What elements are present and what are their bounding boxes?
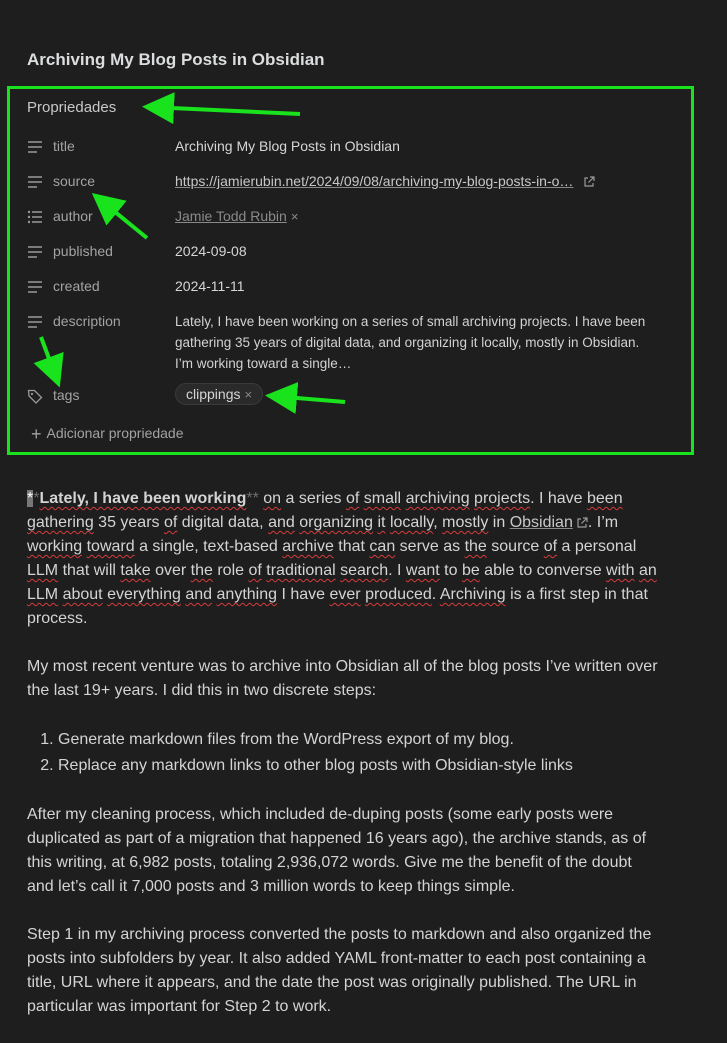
tag-label: clippings [186,386,241,402]
note-body[interactable] [27,487,662,1043]
tag-icon [27,388,45,404]
text-lines-icon [27,139,45,155]
remove-icon[interactable]: × [290,209,299,224]
property-key: published [53,243,113,259]
add-property-label: Adicionar propriedade [46,425,184,441]
source-link[interactable]: https://jamierubin.net/2024/09/08/archiving-my-blog-posts-in-o… [175,173,574,189]
text-lines-icon [27,174,45,190]
text-lines-icon [27,314,45,330]
list-item: 1. Generate markdown files from the WordPress export of my blog. [58,727,662,753]
property-key: title [53,138,75,154]
text-lines-icon [27,244,45,260]
text-lines-icon [27,279,45,295]
author-link[interactable]: Jamie Todd Rubin [175,208,287,224]
property-value[interactable]: Lately, I have been working on a series of small archiving projects. I have been gathering 35 years of digital data, and organizing it locally, mostly in Obsidian. I’m working toward a single… [175,314,646,371]
property-row-source[interactable] [27,171,667,193]
list-item: 2. Replace any markdown links to other blog posts with Obsidian-style links [58,753,662,779]
property-row-published[interactable] [27,241,667,263]
paragraph-1: **Lately, I have been working** on a series of small archiving projects. I have been gathering 35 years of digital data, and organizing it locally, mostly in Obsidian . I’m working toward a single, text-based archive that can serve as the source of a personal LLM that will take over the role of traditional search. I want to be able to converse with an LLM about everything and anything I have ever produced. Archiving is a first step in that process. [27,490,657,627]
plus-icon: + [31,424,42,444]
property-value[interactable]: 2024-11-11 [175,278,245,294]
properties-heading[interactable]: Propriedades [27,99,117,116]
property-row-title[interactable] [27,136,667,158]
tag-pill[interactable] [175,383,263,405]
bold-text: Lately, I have been working [39,490,247,507]
property-key: description [53,313,121,329]
paragraph-3: After my cleaning process, which included de-duping posts (some early posts were duplicated as part of a migration that happened 16 years ago), the archive stands, as of this writing, at 6,982 posts, totaling 2,936,072 words. Give me the benefit of the doubt and let’s call it 7,000 posts and 3 million words to keep things simple. [27,806,647,895]
property-row-description[interactable] [27,311,667,375]
property-row-tags[interactable] [27,385,667,407]
external-link-icon[interactable] [576,517,588,529]
property-key: source [53,173,96,189]
text-cursor: * [27,490,34,507]
property-key: created [53,278,100,294]
property-row-created[interactable] [27,276,667,298]
property-value[interactable]: Archiving My Blog Posts in Obsidian [175,138,400,154]
list-icon [27,209,45,225]
property-row-author[interactable] [27,206,667,228]
property-value[interactable]: 2024-09-08 [175,243,247,259]
paragraph-4: Step 1 in my archiving process converted the posts to markdown and also organized the posts into subfolders by year. It also added YAML front-matter to each post containing a title, URL where it appears, and the date the post was originally published. The URL in particular was important for Step 2 to work. [27,926,652,1015]
property-value [175,208,298,224]
external-link-icon[interactable] [583,176,595,188]
add-property-button[interactable] [31,424,184,445]
obsidian-link[interactable]: Obsidian [509,514,573,531]
property-key: author [53,208,93,224]
steps-list [27,727,662,779]
paragraph-2: My most recent venture was to archive into Obsidian all of the blog posts I’ve written over the last 19+ years. I did this in two discrete steps: [27,658,658,699]
property-value [175,173,595,189]
note-title[interactable]: Archiving My Blog Posts in Obsidian [27,50,325,69]
remove-tag-icon[interactable]: × [244,387,253,402]
property-key: tags [53,387,80,403]
